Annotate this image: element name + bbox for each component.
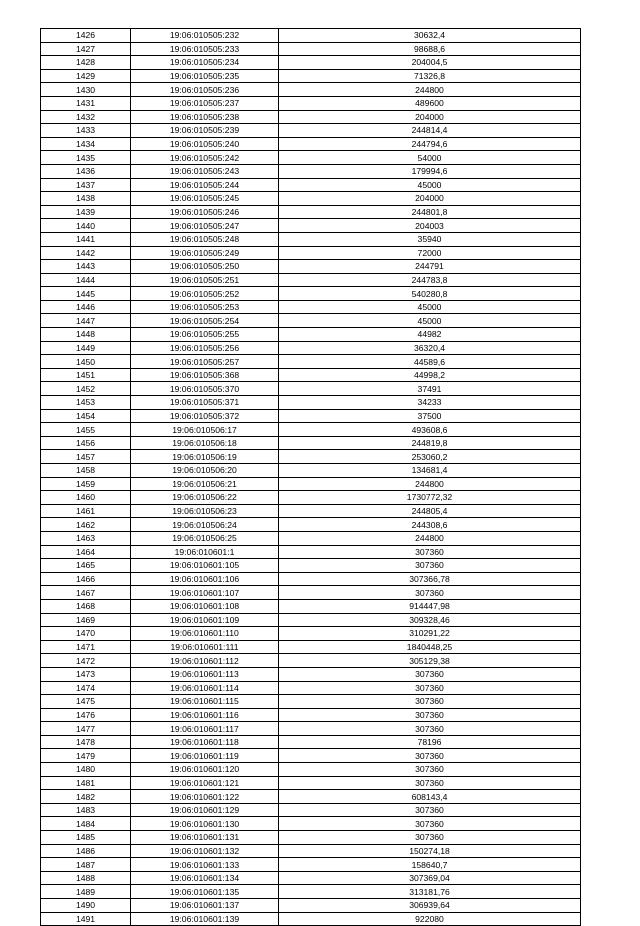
table-row [41, 613, 581, 627]
table-row [41, 654, 581, 668]
row-number-cell: 1475 [41, 695, 131, 709]
row-number-cell: 1435 [41, 151, 131, 165]
value-cell: 45000 [279, 300, 581, 314]
table-row [41, 232, 581, 246]
value-cell: 244805,4 [279, 504, 581, 518]
cadastral-number-cell: 19:06:010601:117 [131, 722, 279, 736]
cadastral-number-cell: 19:06:010601:130 [131, 817, 279, 831]
cadastral-number-cell: 19:06:010506:20 [131, 464, 279, 478]
value-cell: 305129,38 [279, 654, 581, 668]
value-cell: 1840448,25 [279, 640, 581, 654]
row-number-cell: 1446 [41, 300, 131, 314]
row-number-cell: 1480 [41, 763, 131, 777]
table-row [41, 559, 581, 573]
cadastral-number-cell: 19:06:010505:252 [131, 287, 279, 301]
row-number-cell: 1457 [41, 450, 131, 464]
row-number-cell: 1477 [41, 722, 131, 736]
value-cell: 489600 [279, 96, 581, 110]
row-number-cell: 1437 [41, 178, 131, 192]
cadastral-number-cell: 19:06:010506:17 [131, 423, 279, 437]
table-row [41, 477, 581, 491]
table-row [41, 246, 581, 260]
table-row [41, 776, 581, 790]
value-cell: 44589,6 [279, 355, 581, 369]
cadastral-number-cell: 19:06:010506:21 [131, 477, 279, 491]
row-number-cell: 1426 [41, 29, 131, 43]
value-cell: 35940 [279, 232, 581, 246]
value-cell: 158640,7 [279, 858, 581, 872]
cadastral-number-cell: 19:06:010506:25 [131, 531, 279, 545]
cadastral-number-cell: 19:06:010505:246 [131, 205, 279, 219]
row-number-cell: 1452 [41, 382, 131, 396]
value-cell: 922080 [279, 912, 581, 926]
row-number-cell: 1469 [41, 613, 131, 627]
value-cell: 244801,8 [279, 205, 581, 219]
row-number-cell: 1463 [41, 531, 131, 545]
cadastral-number-cell: 19:06:010505:372 [131, 409, 279, 423]
table-row [41, 450, 581, 464]
value-cell: 204000 [279, 192, 581, 206]
row-number-cell: 1441 [41, 232, 131, 246]
cadastral-number-cell: 19:06:010506:24 [131, 518, 279, 532]
cadastral-number-cell: 19:06:010506:18 [131, 436, 279, 450]
row-number-cell: 1440 [41, 219, 131, 233]
value-cell: 44998,2 [279, 368, 581, 382]
value-cell: 307360 [279, 831, 581, 845]
row-number-cell: 1474 [41, 681, 131, 695]
value-cell: 98688,6 [279, 42, 581, 56]
value-cell: 307360 [279, 667, 581, 681]
value-cell: 244783,8 [279, 273, 581, 287]
table-row [41, 817, 581, 831]
cadastral-number-cell: 19:06:010505:232 [131, 29, 279, 43]
table-row [41, 96, 581, 110]
value-cell: 307360 [279, 776, 581, 790]
table-row [41, 695, 581, 709]
value-cell: 54000 [279, 151, 581, 165]
value-cell: 71326,8 [279, 69, 581, 83]
value-cell: 253060,2 [279, 450, 581, 464]
table-row [41, 260, 581, 274]
cadastral-number-cell: 19:06:010505:256 [131, 341, 279, 355]
row-number-cell: 1484 [41, 817, 131, 831]
cadastral-number-cell: 19:06:010505:250 [131, 260, 279, 274]
value-cell: 307360 [279, 681, 581, 695]
value-cell: 540280,8 [279, 287, 581, 301]
table-row [41, 531, 581, 545]
table-row [41, 192, 581, 206]
cadastral-number-cell: 19:06:010505:253 [131, 300, 279, 314]
table-row [41, 314, 581, 328]
table-row [41, 831, 581, 845]
row-number-cell: 1483 [41, 803, 131, 817]
row-number-cell: 1462 [41, 518, 131, 532]
cadastral-number-cell: 19:06:010505:233 [131, 42, 279, 56]
table-row [41, 396, 581, 410]
cadastral-number-cell: 19:06:010505:236 [131, 83, 279, 97]
value-cell: 307360 [279, 586, 581, 600]
cadastral-number-cell: 19:06:010505:371 [131, 396, 279, 410]
table-row [41, 56, 581, 70]
cadastral-number-cell: 19:06:010601:133 [131, 858, 279, 872]
cadastral-number-cell: 19:06:010601:121 [131, 776, 279, 790]
table-row [41, 287, 581, 301]
cadastral-number-cell: 19:06:010601:114 [131, 681, 279, 695]
value-cell: 307366,78 [279, 572, 581, 586]
table-row [41, 341, 581, 355]
table-row [41, 790, 581, 804]
row-number-cell: 1453 [41, 396, 131, 410]
cadastral-number-cell: 19:06:010505:235 [131, 69, 279, 83]
value-cell: 608143,4 [279, 790, 581, 804]
cadastral-number-cell: 19:06:010505:247 [131, 219, 279, 233]
table-row [41, 599, 581, 613]
row-number-cell: 1476 [41, 708, 131, 722]
value-cell: 45000 [279, 178, 581, 192]
cadastral-number-cell: 19:06:010601:139 [131, 912, 279, 926]
cadastral-number-cell: 19:06:010601:1 [131, 545, 279, 559]
value-cell: 309328,46 [279, 613, 581, 627]
table-row [41, 749, 581, 763]
cadastral-number-cell: 19:06:010601:111 [131, 640, 279, 654]
value-cell: 244308,6 [279, 518, 581, 532]
cadastral-number-cell: 19:06:010505:237 [131, 96, 279, 110]
row-number-cell: 1431 [41, 96, 131, 110]
cadastral-number-cell: 19:06:010505:249 [131, 246, 279, 260]
table-row [41, 885, 581, 899]
table-row [41, 586, 581, 600]
cadastral-number-cell: 19:06:010601:110 [131, 627, 279, 641]
row-number-cell: 1488 [41, 871, 131, 885]
table-row [41, 871, 581, 885]
value-cell: 307360 [279, 695, 581, 709]
row-number-cell: 1471 [41, 640, 131, 654]
cadastral-number-cell: 19:06:010601:122 [131, 790, 279, 804]
row-number-cell: 1489 [41, 885, 131, 899]
value-cell: 1730772,32 [279, 491, 581, 505]
value-cell: 78196 [279, 735, 581, 749]
value-cell: 307369,04 [279, 871, 581, 885]
cadastral-number-cell: 19:06:010505:370 [131, 382, 279, 396]
row-number-cell: 1460 [41, 491, 131, 505]
value-cell: 204004,5 [279, 56, 581, 70]
cadastral-number-cell: 19:06:010601:134 [131, 871, 279, 885]
cadastral-number-cell: 19:06:010505:238 [131, 110, 279, 124]
row-number-cell: 1466 [41, 572, 131, 586]
row-number-cell: 1459 [41, 477, 131, 491]
table-row [41, 164, 581, 178]
table-row [41, 42, 581, 56]
table-row [41, 763, 581, 777]
table-row [41, 355, 581, 369]
table-body [41, 29, 581, 926]
cadastral-number-cell: 19:06:010506:19 [131, 450, 279, 464]
table-row [41, 464, 581, 478]
cadastral-number-cell: 19:06:010505:255 [131, 328, 279, 342]
table-row [41, 735, 581, 749]
value-cell: 45000 [279, 314, 581, 328]
value-cell: 244800 [279, 477, 581, 491]
value-cell: 37491 [279, 382, 581, 396]
row-number-cell: 1458 [41, 464, 131, 478]
table-row [41, 545, 581, 559]
row-number-cell: 1448 [41, 328, 131, 342]
value-cell: 30632,4 [279, 29, 581, 43]
row-number-cell: 1444 [41, 273, 131, 287]
row-number-cell: 1455 [41, 423, 131, 437]
cadastral-number-cell: 19:06:010601:135 [131, 885, 279, 899]
value-cell: 204000 [279, 110, 581, 124]
row-number-cell: 1445 [41, 287, 131, 301]
cadastral-number-cell: 19:06:010505:368 [131, 368, 279, 382]
row-number-cell: 1464 [41, 545, 131, 559]
table-row [41, 205, 581, 219]
cadastral-number-cell: 19:06:010505:245 [131, 192, 279, 206]
value-cell: 310291,22 [279, 627, 581, 641]
table-row [41, 300, 581, 314]
cadastral-number-cell: 19:06:010601:108 [131, 599, 279, 613]
row-number-cell: 1439 [41, 205, 131, 219]
row-number-cell: 1465 [41, 559, 131, 573]
row-number-cell: 1456 [41, 436, 131, 450]
row-number-cell: 1427 [41, 42, 131, 56]
cadastral-number-cell: 19:06:010505:251 [131, 273, 279, 287]
cadastral-number-cell: 19:06:010601:109 [131, 613, 279, 627]
row-number-cell: 1470 [41, 627, 131, 641]
table-row [41, 219, 581, 233]
value-cell: 307360 [279, 817, 581, 831]
row-number-cell: 1430 [41, 83, 131, 97]
table-row [41, 110, 581, 124]
cadastral-number-cell: 19:06:010505:234 [131, 56, 279, 70]
cadastral-number-cell: 19:06:010505:240 [131, 137, 279, 151]
cadastral-number-cell: 19:06:010601:132 [131, 844, 279, 858]
table-row [41, 491, 581, 505]
table-row [41, 899, 581, 913]
table-row [41, 667, 581, 681]
cadastral-number-cell: 19:06:010601:107 [131, 586, 279, 600]
value-cell: 307360 [279, 763, 581, 777]
table-row [41, 124, 581, 138]
row-number-cell: 1454 [41, 409, 131, 423]
cadastral-number-cell: 19:06:010601:106 [131, 572, 279, 586]
table-row [41, 328, 581, 342]
table-row [41, 518, 581, 532]
table-row [41, 627, 581, 641]
table-row [41, 722, 581, 736]
cadastral-number-cell: 19:06:010601:129 [131, 803, 279, 817]
cadastral-number-cell: 19:06:010506:23 [131, 504, 279, 518]
value-cell: 244819,8 [279, 436, 581, 450]
value-cell: 307360 [279, 749, 581, 763]
row-number-cell: 1461 [41, 504, 131, 518]
value-cell: 150274,18 [279, 844, 581, 858]
table-row [41, 409, 581, 423]
row-number-cell: 1442 [41, 246, 131, 260]
row-number-cell: 1434 [41, 137, 131, 151]
row-number-cell: 1429 [41, 69, 131, 83]
table-row [41, 423, 581, 437]
row-number-cell: 1432 [41, 110, 131, 124]
value-cell: 307360 [279, 708, 581, 722]
value-cell: 179994,6 [279, 164, 581, 178]
row-number-cell: 1473 [41, 667, 131, 681]
cadastral-number-cell: 19:06:010505:244 [131, 178, 279, 192]
row-number-cell: 1490 [41, 899, 131, 913]
row-number-cell: 1485 [41, 831, 131, 845]
table-row [41, 178, 581, 192]
table-row [41, 368, 581, 382]
row-number-cell: 1472 [41, 654, 131, 668]
cadastral-number-cell: 19:06:010601:116 [131, 708, 279, 722]
row-number-cell: 1467 [41, 586, 131, 600]
cadastral-number-cell: 19:06:010505:243 [131, 164, 279, 178]
value-cell: 313181,76 [279, 885, 581, 899]
table-row [41, 151, 581, 165]
cadastral-number-cell: 19:06:010505:257 [131, 355, 279, 369]
table-row [41, 640, 581, 654]
value-cell: 244814,4 [279, 124, 581, 138]
row-number-cell: 1438 [41, 192, 131, 206]
cadastral-number-cell: 19:06:010601:120 [131, 763, 279, 777]
value-cell: 72000 [279, 246, 581, 260]
row-number-cell: 1428 [41, 56, 131, 70]
row-number-cell: 1449 [41, 341, 131, 355]
row-number-cell: 1443 [41, 260, 131, 274]
value-cell: 134681,4 [279, 464, 581, 478]
table-row [41, 273, 581, 287]
value-cell: 307360 [279, 722, 581, 736]
table-row [41, 83, 581, 97]
cadastral-value-table [40, 28, 581, 926]
table-row [41, 382, 581, 396]
row-number-cell: 1491 [41, 912, 131, 926]
row-number-cell: 1436 [41, 164, 131, 178]
cadastral-number-cell: 19:06:010601:105 [131, 559, 279, 573]
table-row [41, 69, 581, 83]
value-cell: 44982 [279, 328, 581, 342]
cadastral-number-cell: 19:06:010505:239 [131, 124, 279, 138]
cadastral-number-cell: 19:06:010505:242 [131, 151, 279, 165]
row-number-cell: 1487 [41, 858, 131, 872]
table-row [41, 29, 581, 43]
table-row [41, 572, 581, 586]
cadastral-number-cell: 19:06:010601:119 [131, 749, 279, 763]
value-cell: 307360 [279, 559, 581, 573]
value-cell: 244800 [279, 531, 581, 545]
row-number-cell: 1481 [41, 776, 131, 790]
cadastral-number-cell: 19:06:010601:113 [131, 667, 279, 681]
table-row [41, 436, 581, 450]
value-cell: 37500 [279, 409, 581, 423]
cadastral-number-cell: 19:06:010506:22 [131, 491, 279, 505]
row-number-cell: 1451 [41, 368, 131, 382]
value-cell: 307360 [279, 545, 581, 559]
table-row [41, 708, 581, 722]
cadastral-number-cell: 19:06:010601:131 [131, 831, 279, 845]
row-number-cell: 1486 [41, 844, 131, 858]
value-cell: 34233 [279, 396, 581, 410]
value-cell: 307360 [279, 803, 581, 817]
cadastral-number-cell: 19:06:010601:137 [131, 899, 279, 913]
cadastral-number-cell: 19:06:010601:112 [131, 654, 279, 668]
row-number-cell: 1447 [41, 314, 131, 328]
value-cell: 493608,6 [279, 423, 581, 437]
table-row [41, 137, 581, 151]
value-cell: 204003 [279, 219, 581, 233]
cadastral-number-cell: 19:06:010505:248 [131, 232, 279, 246]
value-cell: 244800 [279, 83, 581, 97]
table-row [41, 504, 581, 518]
cadastral-number-cell: 19:06:010505:254 [131, 314, 279, 328]
row-number-cell: 1478 [41, 735, 131, 749]
row-number-cell: 1468 [41, 599, 131, 613]
row-number-cell: 1479 [41, 749, 131, 763]
table-row [41, 681, 581, 695]
row-number-cell: 1450 [41, 355, 131, 369]
table-row [41, 844, 581, 858]
value-cell: 244794,6 [279, 137, 581, 151]
table-row [41, 858, 581, 872]
row-number-cell: 1433 [41, 124, 131, 138]
table-row [41, 912, 581, 926]
value-cell: 306939,64 [279, 899, 581, 913]
cadastral-number-cell: 19:06:010601:118 [131, 735, 279, 749]
table-row [41, 803, 581, 817]
value-cell: 914447,98 [279, 599, 581, 613]
cadastral-number-cell: 19:06:010601:115 [131, 695, 279, 709]
value-cell: 36320,4 [279, 341, 581, 355]
value-cell: 244791 [279, 260, 581, 274]
row-number-cell: 1482 [41, 790, 131, 804]
